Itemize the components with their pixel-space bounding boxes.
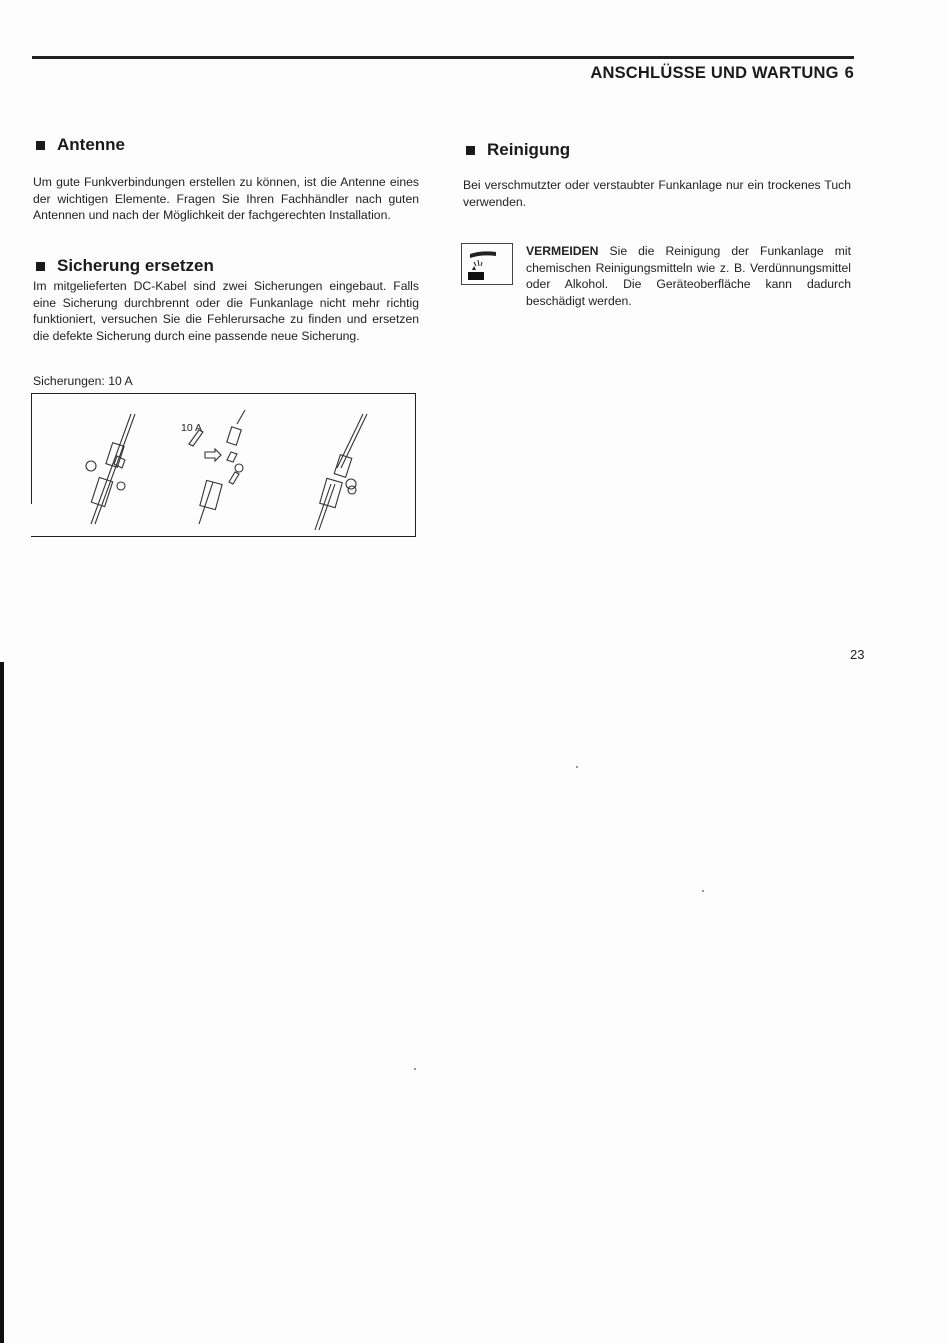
fuse-caption: Sicherungen: 10 A: [33, 374, 133, 388]
page-number: 23: [850, 647, 865, 662]
reinigung-heading: [466, 140, 570, 160]
bullet-icon: [36, 141, 45, 150]
scan-speck: [414, 1068, 416, 1070]
scan-edge: [0, 662, 4, 1343]
sicherung-paragraph: Im mitgelieferten DC-Kabel sind zwei Sicherungen eingebaut. Falls eine Sicherung durchbrennt oder die Funkanlage nicht mehr richtig funktioniert, versuchen Sie die Fehlerursache zu finden und ersetzen die defekte Sicherung durch eine passende neue Sicherung.: [33, 279, 419, 343]
reinigung-heading-text: Reinigung: [487, 140, 571, 159]
fuse-holder-3: [315, 414, 367, 530]
sicherung-heading-text: Sicherung ersetzen: [57, 256, 214, 275]
scan-speck: [702, 890, 704, 892]
fuse-holder-illustration: [31, 394, 416, 538]
reinigung-paragraph: Bei verschmutzter oder verstaubter Funkanlage nur ein trockenes Tuch verwenden.: [463, 178, 851, 209]
fuse-holder-1: [86, 414, 135, 524]
warning-body: Sie die Reinigung der Funkanlage mit chemischen Reinigungsmitteln wie z. B. Verdünnungsmittel oder Alkohol. Die Geräteoberfläche kann dadurch beschädigt werden.: [526, 244, 851, 308]
warning-paragraph: [526, 243, 851, 309]
fuse-figure-label: 10 A: [181, 422, 203, 434]
sicherung-heading: [36, 256, 214, 276]
antenne-heading-text: Antenne: [57, 135, 125, 154]
corrosive-chemical-icon: [461, 243, 513, 285]
antenne-paragraph: Um gute Funkverbindungen erstellen zu können, ist die Antenne eines der wichtigen Elemente. Fragen Sie Ihren Fachhändler nach guten Antennen und nach der Möglichkeit der fachgerechten Installation.: [33, 175, 419, 222]
chapter-title: [590, 64, 854, 83]
antenne-heading: [36, 135, 125, 155]
chapter-number: 6: [844, 64, 854, 82]
fuse-replacement-figure: [31, 393, 416, 537]
scan-speck: [576, 766, 578, 768]
bullet-icon: [466, 146, 475, 155]
fuse-holder-2: [189, 410, 245, 524]
header-rule: [32, 56, 854, 59]
warning-keyword: VERMEIDEN: [526, 244, 599, 258]
bullet-icon: [36, 262, 45, 271]
chapter-title-text: ANSCHLÜSSE UND WARTUNG: [590, 64, 839, 82]
